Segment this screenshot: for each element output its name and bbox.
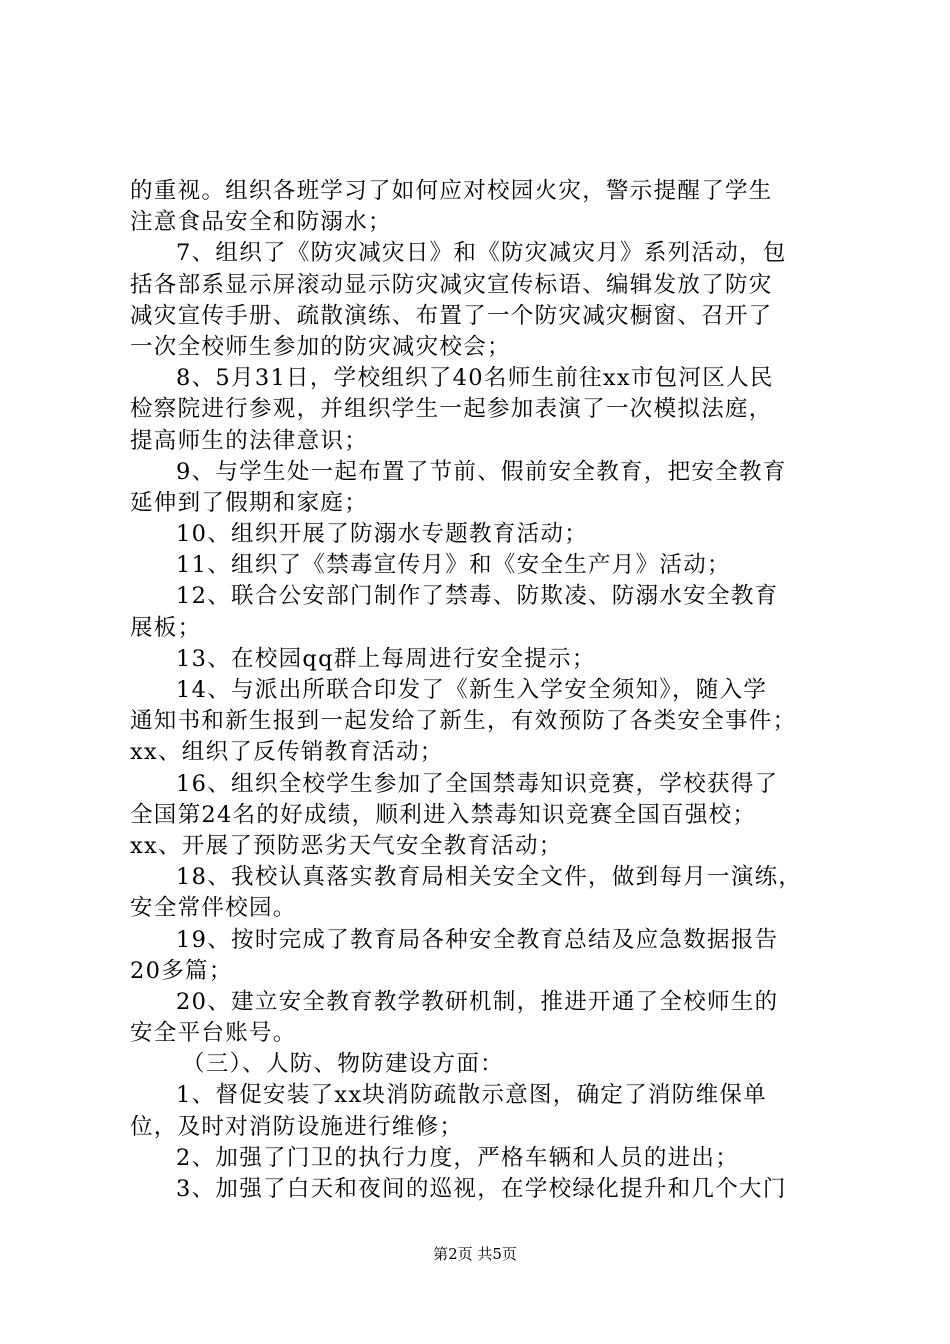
text-line: （三）、人防、物防建设方面： xyxy=(182,1051,504,1078)
text-line: 13、在校园qq群上每周进行安全提示； xyxy=(176,645,596,672)
text-line: 安全常伴校园。 xyxy=(130,895,297,922)
text-line: 19、按时完成了教育局各种安全教育总结及应急数据报告 xyxy=(176,926,779,953)
text-line: 注意食品安全和防溺水； xyxy=(130,209,392,236)
text-line: 3、加强了白天和夜间的巡视，在学校绿化提升和几个大门 xyxy=(176,1176,787,1202)
text-line: 20多篇； xyxy=(130,957,233,984)
text-line: 通知书和新生报到一起发给了新生，有效预防了各类安全事件； xyxy=(130,708,797,735)
text-line: 全国第24名的好成绩，顺利进入禁毒知识竞赛全国百强校； xyxy=(130,801,757,828)
text-line: 7、组织了《防灾减灾日》和《防灾减灾月》系列活动，包 xyxy=(176,240,787,267)
text-line: 提高师生的法律意识； xyxy=(130,427,369,454)
text-line: 8、5月31日，学校组织了40名师生前往xx市包河区人民 xyxy=(176,365,774,392)
text-line: 10、组织开展了防溺水专题教育活动； xyxy=(176,521,589,548)
text-line: 减灾宣传手册、疏散演练、布置了一个防灾减灾橱窗、召开了 xyxy=(130,302,773,329)
text-line: 9、与学生处一起布置了节前、假前安全教育，把安全教育 xyxy=(176,458,787,485)
text-line: 延伸到了假期和家庭； xyxy=(130,489,369,516)
text-line: 位，及时对消防设施进行维修； xyxy=(130,1113,464,1140)
text-line: 检察院进行参观，并组织学生一起参加表演了一次模拟法庭， xyxy=(130,396,773,423)
text-line: 12、联合公安部门制作了禁毒、防欺凌、防溺水安全教育 xyxy=(176,583,779,610)
text-line: 14、与派出所联合印发了《新生入学安全须知》，随入学 xyxy=(176,677,768,703)
page-footer: 第2页 共5页 xyxy=(433,1245,517,1263)
text-line: 的重视。组织各班学习了如何应对校园火灾，警示提醒了学生 xyxy=(130,178,773,204)
text-line: 18、我校认真落实教育局相关安全文件，做到每月一演练， xyxy=(176,864,803,891)
text-line: 安全平台账号。 xyxy=(130,1020,297,1047)
text-line: 2、加强了门卫的执行力度，严格车辆和人员的进出； xyxy=(176,1144,740,1171)
text-line: xx、组织了反传销教育活动； xyxy=(130,739,444,766)
document-body xyxy=(130,176,835,1205)
text-line: 括各部系显示屏滚动显示防灾减灾宣传标语、编辑发放了防灾 xyxy=(130,271,773,298)
text-line: 20、建立安全教育教学教研机制，推进开通了全校师生的 xyxy=(176,988,779,1015)
text-line: 11、组织了《禁毒宣传月》和《安全生产月》活动； xyxy=(176,552,731,579)
text-line: xx、开展了预防恶劣天气安全教育活动； xyxy=(130,832,563,859)
text-line: 1、督促安装了xx块消防疏散示意图，确定了消防维保单 xyxy=(176,1082,767,1109)
text-line: 16、组织全校学生参加了全国禁毒知识竞赛，学校获得了 xyxy=(176,770,779,797)
text-line: 展板； xyxy=(130,614,202,641)
text-line: 一次全校师生参加的防灾减灾校会； xyxy=(130,333,511,360)
